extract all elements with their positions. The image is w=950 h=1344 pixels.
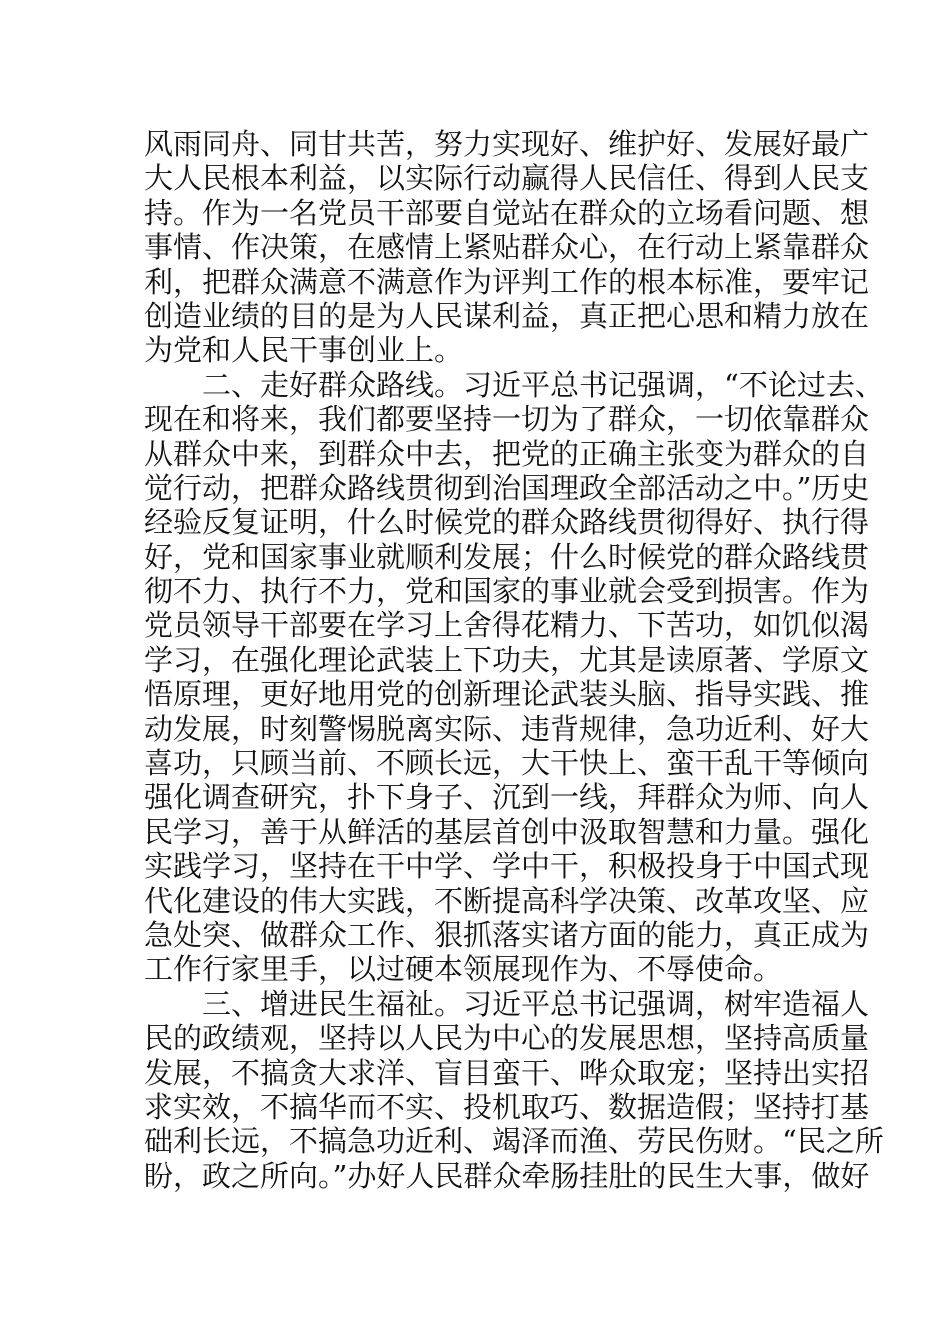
text-line: 从群众中来，到群众中去，把党的正确主张变为群众的自 [144, 436, 870, 471]
text-line: 盼，政之所向。”办好人民群众牵肠挂肚的民生大事，做好 [144, 1158, 870, 1193]
text-line: 急处突、做群众工作、狠抓落实诸方面的能力，真正成为 [144, 917, 870, 952]
text-line: 悟原理，更好地用党的创新理论武装头脑、指导实践、推 [144, 677, 870, 712]
section-heading-line: 三、增进民生福祉。习近平总书记强调，树牢造福人 [202, 986, 870, 1021]
text-line: 础利长远，不搞急功近利、竭泽而渔、劳民伤财。“民之所 [144, 1124, 884, 1159]
text-line: 民学习，善于从鲜活的基层首创中汲取智慧和力量。强化 [144, 814, 870, 849]
text-line: 持。作为一名党员干部要自觉站在群众的立场看问题、想 [144, 195, 870, 230]
text-line: 为党和人民干事创业上。 [144, 333, 464, 368]
text-line: 发展，不搞贪大求洋、盲目蛮干、哗众取宠；坚持出实招 [144, 1055, 870, 1090]
text-line: 强化调查研究，扑下身子、沉到一线，拜群众为师、向人 [144, 780, 870, 815]
text-line: 经验反复证明，什么时候党的群众路线贯彻得好、执行得 [144, 505, 870, 540]
section-heading-line: 二、走好群众路线。习近平总书记强调，“不论过去、 [202, 367, 884, 402]
text-line: 彻不力、执行不力，党和国家的事业就会受到损害。作为 [144, 574, 870, 609]
text-line: 大人民根本利益，以实际行动赢得人民信任、得到人民支 [144, 161, 870, 196]
text-line: 实践学习，坚持在干中学、学中干，积极投身于中国式现 [144, 849, 870, 884]
text-line: 民的政绩观，坚持以人民为中心的发展思想，坚持高质量 [144, 1021, 870, 1056]
text-line: 利，把群众满意不满意作为评判工作的根本标准，要牢记 [144, 264, 870, 299]
text-line: 求实效，不搞华而不实、投机取巧、数据造假；坚持打基 [144, 1089, 870, 1124]
text-line: 好，党和国家事业就顺利发展；什么时候党的群众路线贯 [144, 539, 870, 574]
text-line: 党员领导干部要在学习上舍得花精力、下苦功，如饥似渴 [144, 608, 870, 643]
text-line: 现在和将来，我们都要坚持一切为了群众，一切依靠群众 [144, 402, 870, 437]
text-line: 喜功，只顾当前、不顾长远，大干快上、蛮干乱干等倾向 [144, 746, 870, 781]
text-line: 事情、作决策，在感情上紧贴群众心，在行动上紧靠群众 [144, 230, 870, 265]
text-line: 创造业绩的目的是为人民谋利益，真正把心思和精力放在 [144, 298, 870, 333]
text-line: 动发展，时刻警惕脱离实际、违背规律，急功近利、好大 [144, 711, 870, 746]
text-line: 代化建设的伟大实践，不断提高科学决策、改革攻坚、应 [144, 883, 870, 918]
text-line: 工作行家里手，以过硬本领展现作为、不辱使命。 [144, 952, 783, 987]
text-line: 学习，在强化理论武装上下功夫，尤其是读原著、学原文 [144, 642, 870, 677]
text-line: 风雨同舟、同甘共苦，努力实现好、维护好、发展好最广 [144, 127, 870, 161]
body-text [144, 127, 884, 1193]
text-line: 觉行动，把群众路线贯彻到治国理政全部活动之中。”历史 [144, 470, 870, 505]
